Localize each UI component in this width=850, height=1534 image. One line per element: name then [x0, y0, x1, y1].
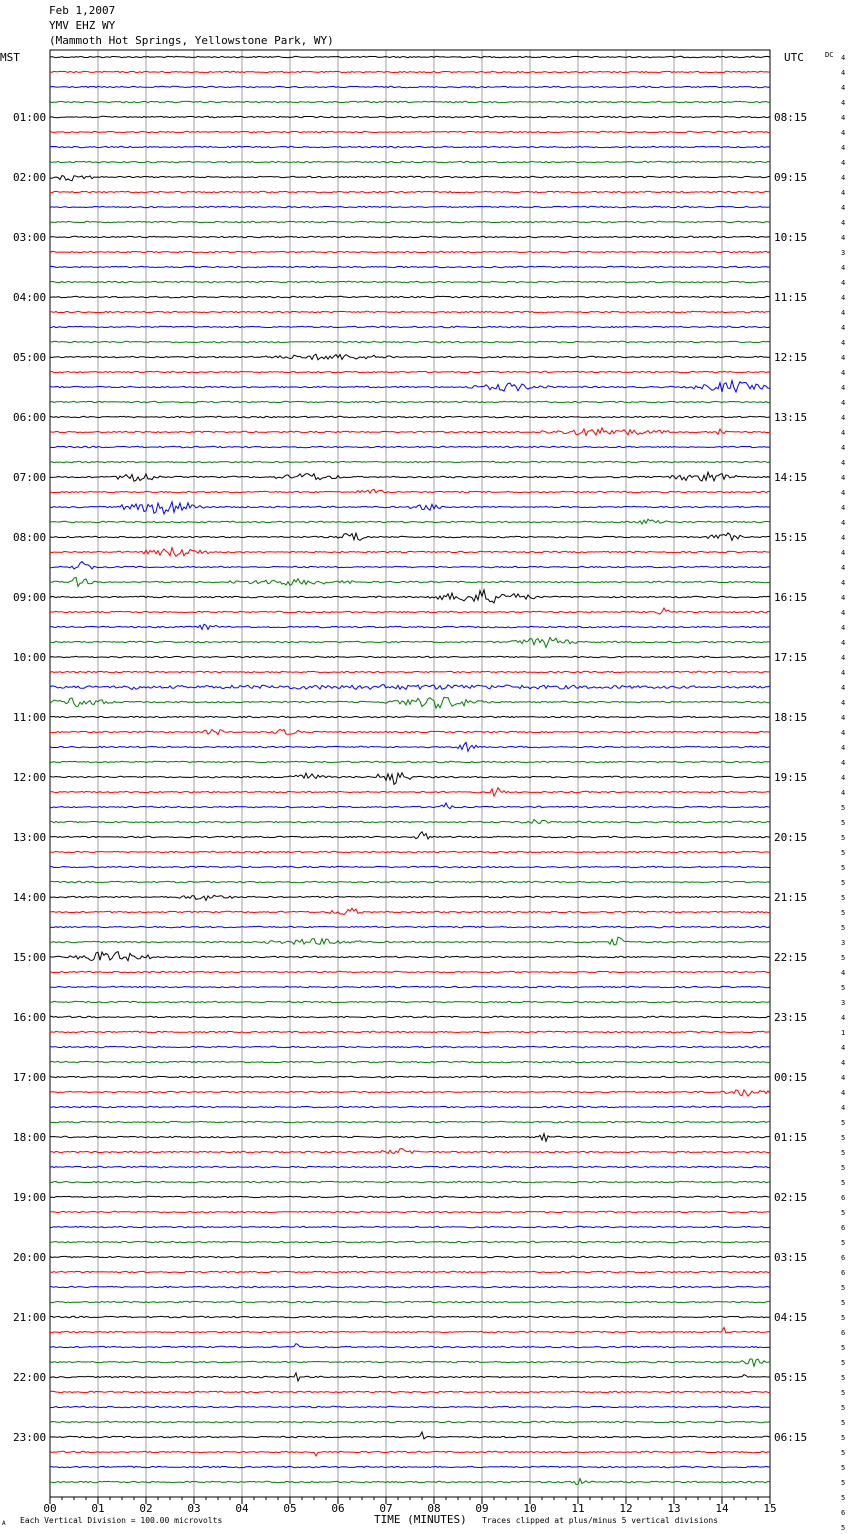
- dc-offset-value: 4: [841, 549, 846, 557]
- dc-offset-value: 5: [841, 1119, 846, 1127]
- dc-offset-value: 4: [841, 324, 846, 332]
- seismic-trace: [50, 971, 770, 972]
- dc-offset-value: 5: [841, 954, 846, 962]
- utc-hour-label: 20:15: [774, 831, 808, 844]
- seismic-trace: [50, 86, 770, 87]
- x-tick-label: 01: [91, 1502, 105, 1515]
- dc-offset-value: 5: [841, 1239, 846, 1247]
- clip-note: Traces clipped at plus/minus 5 vertical divisions: [482, 1516, 719, 1525]
- x-tick-label: 09: [475, 1502, 489, 1515]
- seismic-trace: [50, 1271, 770, 1272]
- mst-hour-label: 21:00: [13, 1311, 47, 1324]
- dc-offset-value: 4: [841, 189, 846, 197]
- dc-offset-value: 4: [841, 639, 846, 647]
- x-tick-label: 15: [763, 1502, 777, 1515]
- seismic-trace: [50, 489, 770, 493]
- mst-hour-label: 16:00: [13, 1011, 47, 1024]
- dc-offset-value: 4: [841, 54, 846, 62]
- seismic-trace: [50, 1196, 770, 1197]
- seismic-trace: [50, 221, 770, 222]
- seismic-trace: [50, 191, 770, 192]
- dc-offset-value: 5: [841, 1179, 846, 1187]
- seismic-trace: [50, 729, 770, 734]
- seismic-trace: [50, 773, 770, 785]
- dc-offset-value: 5: [841, 1434, 846, 1442]
- mst-hour-label: 03:00: [13, 231, 47, 244]
- seismic-trace: [50, 1328, 770, 1334]
- utc-hour-label: 10:15: [774, 231, 808, 244]
- seismic-trace: [50, 952, 770, 961]
- dc-offset-value: 4: [841, 384, 846, 392]
- dc-offset-value: 4: [841, 624, 846, 632]
- dc-offset-value: 4: [841, 519, 846, 527]
- utc-hour-label: 23:15: [774, 1011, 808, 1024]
- dc-offset-value: 5: [841, 909, 846, 917]
- dc-offset-value: 4: [841, 114, 846, 122]
- dc-offset-value: 5: [841, 1449, 846, 1457]
- x-tick-label: 05: [283, 1502, 297, 1515]
- mst-zone-label: MST: [0, 51, 20, 64]
- dc-offset-value: 5: [841, 804, 846, 812]
- dc-offset-value: 5: [841, 1479, 846, 1487]
- seismic-trace: [50, 908, 770, 914]
- seismic-trace: [50, 1391, 770, 1392]
- seismic-trace: [50, 131, 770, 132]
- dc-offset-value: 5: [841, 1464, 846, 1472]
- seismic-trace: [50, 472, 770, 481]
- utc-hour-label: 11:15: [774, 291, 808, 304]
- dc-offset-value: 4: [841, 429, 846, 437]
- seismic-trace: [50, 716, 770, 717]
- seismic-trace: [50, 251, 770, 252]
- dc-offset-value: 4: [841, 444, 846, 452]
- mst-hour-label: 05:00: [13, 351, 47, 364]
- mst-hour-label: 18:00: [13, 1131, 47, 1144]
- dc-offset-value: 4: [841, 399, 846, 407]
- mst-hour-label: 20:00: [13, 1251, 47, 1264]
- seismic-trace: [50, 742, 770, 751]
- seismic-trace: [50, 1090, 770, 1096]
- mst-hour-label: 19:00: [13, 1191, 47, 1204]
- seismic-trace: [50, 1406, 770, 1407]
- seismic-trace: [50, 1134, 770, 1142]
- dc-offset-value: 5: [841, 1209, 846, 1217]
- seismic-trace: [50, 1076, 770, 1077]
- seismic-trace: [50, 1301, 770, 1302]
- seismic-trace: [50, 1316, 770, 1317]
- seismic-trace: [50, 371, 770, 372]
- dc-offset-value: 5: [841, 1314, 846, 1322]
- seismic-trace: [50, 803, 770, 809]
- x-tick-label: 03: [187, 1502, 201, 1515]
- dc-offset-value: 6: [841, 1269, 846, 1277]
- dc-offset-value: 4: [841, 219, 846, 227]
- seismic-trace: [50, 101, 770, 102]
- mst-hour-label: 11:00: [13, 711, 47, 724]
- x-tick-label: 10: [523, 1502, 537, 1515]
- utc-hour-label: 22:15: [774, 951, 808, 964]
- dc-offset-value: 4: [841, 294, 846, 302]
- dc-offset-value: 4: [841, 489, 846, 497]
- dc-offset-value: 1: [841, 1029, 846, 1037]
- dc-offset-value: 5: [841, 894, 846, 902]
- dc-offset-value: 4: [841, 69, 846, 77]
- dc-offset-value: 5: [841, 864, 846, 872]
- seismic-trace: [50, 937, 770, 945]
- dc-offset-value: 4: [841, 594, 846, 602]
- dc-offset-value: 4: [841, 264, 846, 272]
- seismic-trace: [50, 461, 770, 462]
- x-tick-label: 06: [331, 1502, 345, 1515]
- mst-hour-label: 15:00: [13, 951, 47, 964]
- mst-hour-label: 23:00: [13, 1431, 47, 1444]
- dc-offset-value: 4: [841, 1014, 846, 1022]
- dc-offset-value: 5: [841, 849, 846, 857]
- seismic-trace: [50, 533, 770, 541]
- utc-hour-label: 15:15: [774, 531, 808, 544]
- dc-offset-value: 5: [841, 1404, 846, 1412]
- seismic-trace: [50, 236, 770, 237]
- mst-hour-labels: [13, 111, 46, 1444]
- seismic-trace: [50, 624, 770, 629]
- utc-hour-label: 05:15: [774, 1371, 808, 1384]
- x-tick-label: 14: [715, 1502, 729, 1515]
- station-location: (Mammoth Hot Springs, Yellowstone Park, WY): [49, 34, 334, 47]
- seismic-traces: [50, 56, 770, 1484]
- scale-note: Each Vertical Division = 100.00 microvolts: [20, 1516, 223, 1525]
- utc-hour-label: 03:15: [774, 1251, 808, 1264]
- dc-offset-value: 5: [841, 1359, 846, 1367]
- utc-hour-label: 09:15: [774, 171, 808, 184]
- seismic-trace: [50, 266, 770, 267]
- seismic-trace: [50, 502, 770, 514]
- dc-offset-value: 5: [841, 1344, 846, 1352]
- seismic-trace: [50, 1181, 770, 1182]
- seismic-trace: [50, 832, 770, 839]
- seismic-trace: [50, 562, 770, 569]
- utc-zone-label: UTC: [784, 51, 804, 64]
- x-tick-label: 07: [379, 1502, 393, 1515]
- mst-hour-label: 17:00: [13, 1071, 47, 1084]
- dc-offset-value: 4: [841, 729, 846, 737]
- dc-offset-value: 4: [841, 459, 846, 467]
- seismic-trace: [50, 1031, 770, 1032]
- seismic-trace: [50, 1149, 770, 1154]
- dc-offset-value: 5: [841, 984, 846, 992]
- seismic-trace: [50, 71, 770, 72]
- seismic-trace: [50, 1466, 770, 1467]
- mst-hour-label: 06:00: [13, 411, 47, 424]
- seismic-trace: [50, 146, 770, 147]
- dc-offset-value: 5: [841, 1494, 846, 1502]
- seismic-trace: [50, 986, 770, 987]
- dc-offset-value: 4: [841, 654, 846, 662]
- x-tick-label: 11: [571, 1502, 585, 1515]
- utc-hour-label: 08:15: [774, 111, 808, 124]
- seismic-trace: [50, 1344, 770, 1348]
- x-axis-label: TIME (MINUTES): [374, 1513, 467, 1526]
- dc-offset-value: 4: [841, 564, 846, 572]
- seismic-trace: [50, 851, 770, 852]
- mst-hour-label: 09:00: [13, 591, 47, 604]
- dc-offset-value: 4: [841, 309, 846, 317]
- mst-hour-label: 04:00: [13, 291, 47, 304]
- dc-offset-value: 3: [841, 939, 846, 947]
- mst-hour-label: 01:00: [13, 111, 47, 124]
- seismic-trace: [50, 1256, 770, 1257]
- dc-offset-value: 5: [841, 1284, 846, 1292]
- seismic-trace: [50, 381, 770, 393]
- utc-hour-label: 06:15: [774, 1431, 808, 1444]
- x-tick-label: 13: [667, 1502, 681, 1515]
- seismic-trace: [50, 519, 770, 524]
- seismic-trace: [50, 895, 770, 900]
- dc-offset-value: 4: [841, 579, 846, 587]
- dc-offset-value: 4: [841, 1074, 846, 1082]
- dc-offset-value: 3: [841, 999, 846, 1007]
- seismic-trace: [50, 1106, 770, 1107]
- dc-offset-value: 4: [841, 684, 846, 692]
- seismic-trace: [50, 548, 770, 557]
- dc-offset-value: 4: [841, 144, 846, 152]
- seismic-trace: [50, 354, 770, 360]
- x-tick-label: 04: [235, 1502, 249, 1515]
- seismic-trace: [50, 1001, 770, 1002]
- utc-hour-label: 12:15: [774, 351, 808, 364]
- seismic-trace: [50, 590, 770, 603]
- dc-offset-value: 6: [841, 1194, 846, 1202]
- seismic-trace: [50, 685, 770, 690]
- dc-offset-value: 4: [841, 474, 846, 482]
- seismic-trace: [50, 326, 770, 327]
- mst-hour-label: 08:00: [13, 531, 47, 544]
- seismic-trace: [50, 820, 770, 824]
- dc-offset-value: 4: [841, 759, 846, 767]
- x-tick-label: 08: [427, 1502, 441, 1515]
- seismic-trace: [50, 116, 770, 117]
- utc-hour-label: 18:15: [774, 711, 808, 724]
- seismic-trace: [50, 881, 770, 882]
- seismic-trace: [50, 697, 770, 708]
- dc-offset-value: 4: [841, 504, 846, 512]
- mst-hour-label: 13:00: [13, 831, 47, 844]
- dc-offset-value: 4: [841, 609, 846, 617]
- seismic-trace: [50, 176, 770, 181]
- seismic-trace: [50, 206, 770, 207]
- dc-offset-value: 5: [841, 1299, 846, 1307]
- dc-offset-value: 4: [841, 99, 846, 107]
- dc-offset-value: 4: [841, 969, 846, 977]
- seismic-trace: [50, 1241, 770, 1242]
- mst-hour-label: 22:00: [13, 1371, 47, 1384]
- dc-offset-value: 5: [841, 1524, 846, 1532]
- dc-offset-value: 6: [841, 1254, 846, 1262]
- dc-offset-value: 4: [841, 414, 846, 422]
- dc-column-label: DC: [825, 51, 834, 59]
- utc-hour-label: 00:15: [774, 1071, 808, 1084]
- utc-hour-label: 16:15: [774, 591, 808, 604]
- dc-offset-value: 4: [841, 339, 846, 347]
- seismic-trace: [50, 416, 770, 417]
- dc-offset-value: 4: [841, 354, 846, 362]
- dc-offset-value: 4: [841, 1104, 846, 1112]
- dc-offset-value: 4: [841, 1059, 846, 1067]
- mst-hour-label: 07:00: [13, 471, 47, 484]
- seismic-trace: [50, 161, 770, 162]
- seismic-trace: [50, 1121, 770, 1122]
- seismic-trace: [50, 1479, 770, 1485]
- seismic-trace: [50, 1016, 770, 1017]
- seismic-trace: [50, 401, 770, 402]
- utc-hour-label: 21:15: [774, 891, 808, 904]
- dc-offset-value: 6: [841, 1329, 846, 1337]
- seismic-trace: [50, 637, 770, 647]
- seismic-trace: [50, 1046, 770, 1047]
- seismic-trace: [50, 1211, 770, 1212]
- dc-offset-value: 4: [841, 714, 846, 722]
- seismic-trace: [50, 341, 770, 342]
- utc-hour-label: 14:15: [774, 471, 808, 484]
- plot-date: Feb 1,2007: [49, 4, 116, 17]
- dc-offset-value: 4: [841, 234, 846, 242]
- seismic-trace: [50, 1373, 770, 1381]
- seismic-trace: [50, 1359, 770, 1366]
- dc-offset-value: 6: [841, 1224, 846, 1232]
- dc-offset-value: 5: [841, 1389, 846, 1397]
- dc-offset-value: 5: [841, 819, 846, 827]
- utc-hour-label: 13:15: [774, 411, 808, 424]
- dc-offset-value: 4: [841, 204, 846, 212]
- x-tick-label: 02: [139, 1502, 153, 1515]
- dc-offset-value: 4: [841, 744, 846, 752]
- dc-offset-value: 4: [841, 174, 846, 182]
- dc-offset-value: 4: [841, 159, 846, 167]
- corner-mark: A: [2, 1520, 6, 1527]
- utc-hour-label: 01:15: [774, 1131, 808, 1144]
- seismic-trace: [50, 446, 770, 447]
- dc-offset-value: 4: [841, 1044, 846, 1052]
- dc-offset-value: 4: [841, 84, 846, 92]
- seismic-trace: [50, 761, 770, 762]
- seismic-trace: [50, 866, 770, 867]
- dc-offset-value: 4: [841, 699, 846, 707]
- dc-offset-value: 4: [841, 279, 846, 287]
- utc-hour-labels: [774, 111, 807, 1444]
- dc-offset-value: 5: [841, 1149, 846, 1157]
- seismic-trace: [50, 671, 770, 672]
- seismic-trace: [50, 656, 770, 657]
- dc-offset-value: 6: [841, 1509, 846, 1517]
- dc-offset-value: 5: [841, 834, 846, 842]
- seismic-trace: [50, 1286, 770, 1287]
- dc-offset-value: 4: [841, 534, 846, 542]
- seismic-trace: [50, 56, 770, 57]
- x-tick-label: 00: [43, 1502, 57, 1515]
- seismic-trace: [50, 1421, 770, 1422]
- seismic-trace: [50, 608, 770, 614]
- dc-offset-value: 5: [841, 879, 846, 887]
- dc-offset-value: 4: [841, 789, 846, 797]
- utc-hour-label: 19:15: [774, 771, 808, 784]
- seismic-trace: [50, 1166, 770, 1167]
- seismic-trace: [50, 1226, 770, 1227]
- seismic-trace: [50, 281, 770, 282]
- dc-offset-value: 4: [841, 369, 846, 377]
- seismic-trace: [50, 788, 770, 796]
- dc-offset-value: 3: [841, 249, 846, 257]
- utc-hour-label: 04:15: [774, 1311, 808, 1324]
- seismic-trace: [50, 926, 770, 927]
- dc-offset-value: 4: [841, 669, 846, 677]
- seismic-trace: [50, 1451, 770, 1456]
- dc-offset-value: 5: [841, 1134, 846, 1142]
- dc-offset-value: 5: [841, 1164, 846, 1172]
- seismic-trace: [50, 428, 770, 436]
- seismic-trace: [50, 1432, 770, 1439]
- utc-hour-label: 02:15: [774, 1191, 808, 1204]
- dc-offset-value: 5: [841, 924, 846, 932]
- dc-offset-value: 4: [841, 1089, 846, 1097]
- seismic-trace: [50, 311, 770, 312]
- dc-offset-value: 5: [841, 1374, 846, 1382]
- station-code: YMV EHZ WY: [49, 19, 116, 32]
- seismic-trace: [50, 577, 770, 586]
- mst-hour-label: 10:00: [13, 651, 47, 664]
- seismic-trace: [50, 296, 770, 297]
- dc-offset-column: [841, 54, 845, 1534]
- dc-offset-value: 5: [841, 1419, 846, 1427]
- utc-hour-label: 17:15: [774, 651, 808, 664]
- dc-offset-value: 4: [841, 129, 846, 137]
- dc-offset-value: 4: [841, 774, 846, 782]
- seismic-trace: [50, 1061, 770, 1062]
- mst-hour-label: 02:00: [13, 171, 47, 184]
- mst-hour-label: 14:00: [13, 891, 47, 904]
- x-tick-label: 12: [619, 1502, 633, 1515]
- mst-hour-label: 12:00: [13, 771, 47, 784]
